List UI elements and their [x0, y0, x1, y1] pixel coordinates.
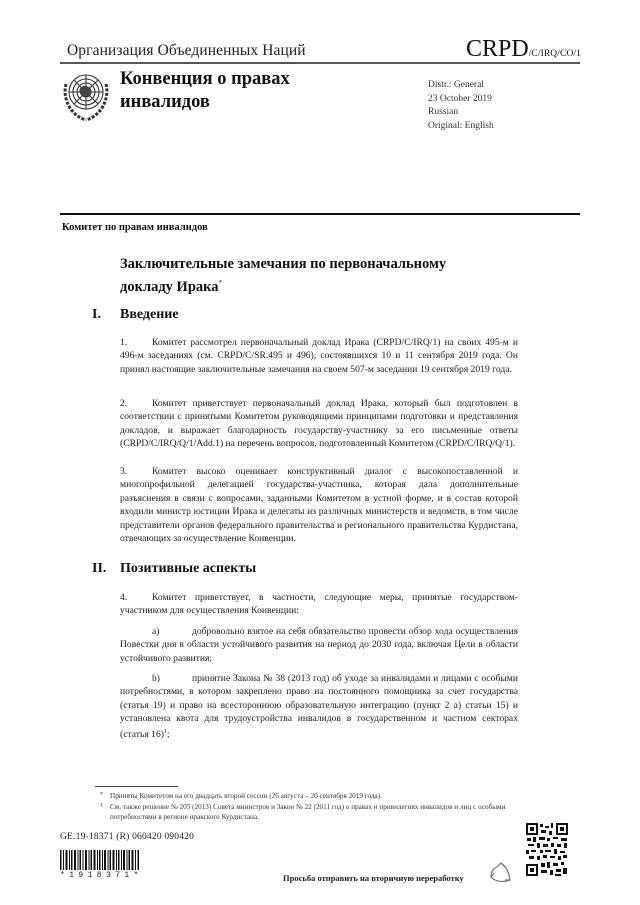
footnote-marker: * [100, 792, 103, 798]
barcode-icon [60, 850, 140, 870]
paragraph-1 [120, 336, 518, 376]
document-title [120, 255, 446, 297]
organization-name: Организация Объединенных Наций [67, 42, 306, 59]
footnote-text: См. также решение № 205 (2013) Совета министров и Закон № 22 (2011 год) о правах и привилегиях инвалидов и лиц с особыми потребностями в регионе иракского Курдистана. [110, 803, 506, 821]
convention-title-line1: Конвенция о правах [120, 69, 290, 89]
footnote-text: Приняты Комитетом на его двадцать второй сессии (26 августа – 20 сентября 2019 года). [110, 792, 382, 800]
list-item-b [120, 672, 518, 741]
document-title-line1: Заключительные замечания по первоначальному [120, 256, 447, 272]
section-rule [60, 213, 580, 215]
list-item-letter: b) [152, 673, 160, 684]
footnote-ref-star[interactable]: * [218, 279, 223, 287]
document-title-line2: докладу Ирака [120, 278, 219, 295]
paragraph-number: 4. [120, 592, 128, 603]
qr-code-icon [525, 822, 569, 877]
job-number: GE.19-18371 (R) 060420 090420 [60, 832, 195, 842]
convention-title-line2: инвалидов [120, 92, 210, 112]
footnote-rule [95, 786, 178, 787]
section-heading-1 [92, 307, 179, 323]
convention-title [120, 68, 290, 114]
distribution-line: Distr.: General [428, 80, 484, 90]
paragraph-3 [120, 465, 518, 545]
paragraph-text: Комитет приветствует первоначальный доклад Ирака, который был подготовлен в соответствии с принятыми Комитетом руководящими принципами подготовки и представления докладов, и выражает благодарность государству-участнику за его письменные ответы (CRPD/C/IRQ/Q/1/Add.1) на перечень вопросов, подготовленный Комитетом (CRPD/C/IRQ/Q/1). [120, 398, 518, 450]
document-symbol-suffix: /C/IRQ/CO/1 [528, 49, 581, 59]
section-number: II. [92, 561, 107, 576]
original-language-line: Original: English [428, 120, 494, 131]
un-emblem-icon [60, 66, 112, 130]
barcode-number: *1918371* [60, 871, 143, 880]
paragraph-number: 1. [120, 337, 128, 348]
section-number: I. [92, 307, 101, 322]
distribution-block [428, 79, 494, 133]
section-title: Позитивные аспекты [120, 561, 257, 576]
section-heading-2 [92, 561, 256, 577]
paragraph-text: Комитет рассмотрел первоначальный доклад Ирака (CRPD/C/IRQ/1) на своих 495-м и 496-м заседаниях (см. CRPD/C/SR.495 и 496), состоявшихся 10 и 11 сентября 2019 года. Он принял настоящие заключительные замечания на своем 507-м заседании 19 сентября 2019 года. [120, 337, 518, 375]
paragraph-number: 3. [120, 466, 128, 477]
footnote-1 [100, 802, 510, 822]
list-item-letter: a) [152, 626, 160, 637]
paragraph-number: 2. [120, 398, 128, 409]
footnote-marker: 1 [100, 803, 103, 809]
language-line: Russian [428, 107, 459, 117]
paragraph-4 [120, 591, 518, 618]
paragraph-text: Комитет высоко оценивает конструктивный диалог с высокопоставленной и многопрофильной делегацией государства-участника, которая дала дополнительные разъяснения в связи с вопросами, заданными Комитетом в устной форме, и в состав которой входили министр юстиции Ирака и делегаты из различных министерств и ведомств, в том числе представители органов федерального правительства и регионального правительства Курдистана, отвечающих за осуществление Конвенции. [120, 466, 518, 545]
paragraph-text: Комитет приветствует, в частности, следующие меры, принятые государством-участником для осуществления Конвенции: [120, 592, 518, 617]
header-rule [60, 62, 580, 64]
section-title: Введение [120, 307, 179, 322]
document-symbol-main: CRPD [465, 36, 529, 62]
list-item-end: ; [166, 728, 170, 740]
list-item-text: добровольно взятое на себя обязательство провести обзор хода осуществления Повестки дня в области устойчивого развития на период до 2030 года, включая Цели в области устойчивого развития; [120, 626, 518, 664]
footnote-star [100, 791, 510, 801]
committee-name: Комитет по правам инвалидов [62, 222, 208, 233]
footnote-ref-1[interactable]: 1 [163, 728, 167, 735]
list-item-a [120, 625, 518, 665]
document-symbol [466, 36, 581, 63]
date-line: 23 October 2019 [428, 93, 492, 104]
list-item-text: принятие Закона № 38 (2013 год) об уходе за инвалидами и лицами с особыми потребностями, в котором закреплено право на постоянного помощника за счет государства (статья 19) и право на всестороннюю образовательную интеграцию (пункт 2 а) статьи 15) и установлена квота для трудоустройства инвалидов в государственном и частном секторах (статья 16) [120, 673, 518, 740]
recycle-note: Просьба отправить на вторичную переработку [283, 873, 464, 883]
recycle-icon [488, 860, 514, 886]
paragraph-2 [120, 397, 518, 451]
